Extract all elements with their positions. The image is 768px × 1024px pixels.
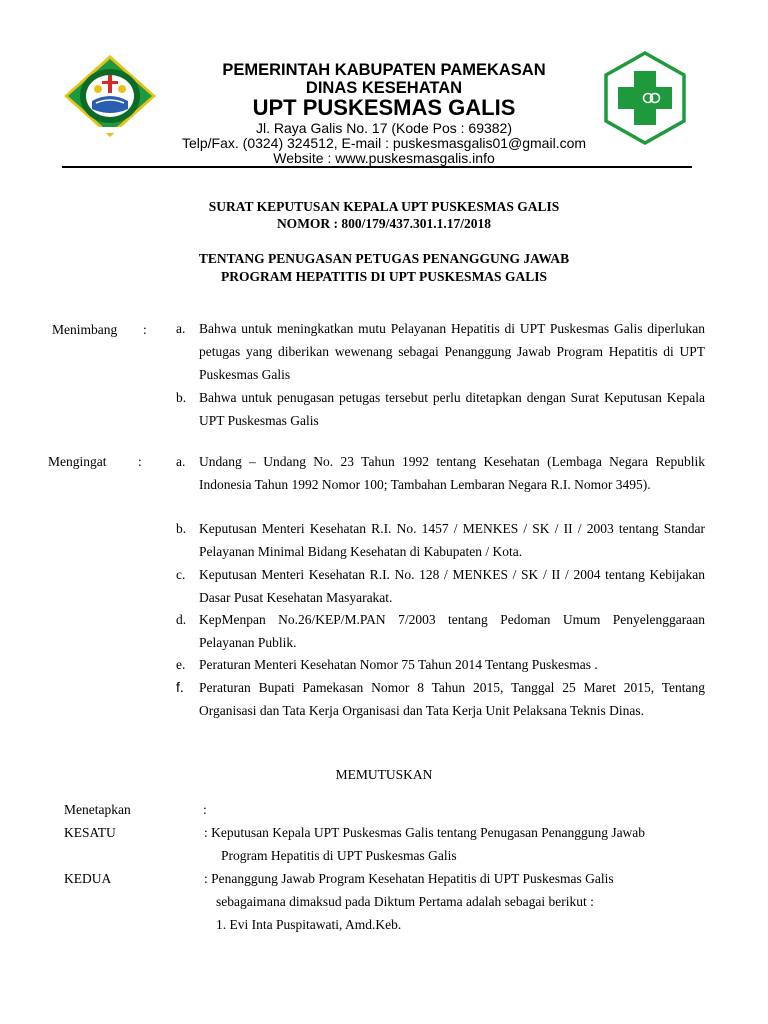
mengingat-label: Mengingat [48,454,107,469]
kedua-line2: sebagaimana dimaksud pada Diktum Pertama adalah sebagai berikut : [216,894,594,909]
mengingat-colon: : [138,454,142,469]
mengingat-a-letter: a. [176,454,186,469]
pamekasan-emblem-icon [62,53,158,139]
header-address: Jl. Raya Galis No. 17 (Kode Pos : 69382) [255,120,513,136]
mengingat-c-text: Keputusan Menteri Kesehatan R.I. No. 128 / MENKES / SK / II / 2004 tentang Kebijakan Dasar Pusat Kesehatan Masyarakat. [199,567,705,606]
kedua-list-item: 1. Evi Inta Puspitawati, Amd.Keb. [216,917,402,932]
mengingat-c-letter: c. [176,567,186,582]
menimbang-colon: : [143,322,147,337]
menimbang-a-text: Bahwa untuk meningkatkan mutu Pelayanan Hepatitis di UPT Puskesmas Galis diperlukan petugas yang diberikan wewenang sebagai Penanggung Jawab Program Hepatitis di UPT Puskesmas Galis [199,321,705,383]
menimbang-b-text: Bahwa untuk penugasan petugas tersebut perlu ditetapkan dengan Surat Keputusan Kepala UPT Puskesmas Galis [199,390,705,429]
mengingat-a-text: Undang – Undang No. 23 Tahun 1992 tentang Kesehatan (Lembaga Negara Republik Indonesia Tahun 1992 Nomor 100; Tambahan Lembaran Negara R.I. Nomor 3495). [199,454,705,493]
kedua-line1: : Penanggung Jawab Program Kesehatan Hepatitis di UPT Puskesmas Galis [204,871,614,886]
kesatu-label: KESATU [64,825,116,840]
mengingat-e-letter: e. [176,657,186,672]
mengingat-d-letter: d. [176,612,187,627]
menetapkan-label: Menetapkan [64,802,131,817]
puskesmas-cross-icon [604,51,686,145]
mengingat-b-letter: b. [176,521,187,536]
header-department: DINAS KESEHATAN [305,79,463,97]
kesatu-line1: : Keputusan Kepala UPT Puskesmas Galis tentang Penugasan Penanggung Jawab [204,825,646,840]
decree-title: SURAT KEPUTUSAN KEPALA UPT PUSKESMAS GALIS [208,199,560,214]
decree-subject-line2: PROGRAM HEPATITIS DI UPT PUSKESMAS GALIS [221,269,547,284]
mengingat-f-letter: f. [176,679,184,695]
menimbang-label: Menimbang [52,322,118,337]
mengingat-f-text: Peraturan Bupati Pamekasan Nomor 8 Tahun 2015, Tanggal 25 Maret 2015, Tentang Organisasi dan Tata Kerja Organisasi dan Tata Kerja Unit Pelaksana Teknis Dinas. [199,680,705,719]
menetapkan-colon: : [203,802,207,817]
decree-number: NOMOR : 800/179/437.301.1.17/2018 [276,216,492,231]
menimbang-a-letter: a. [176,321,186,336]
header-contact: Telp/Fax. (0324) 324512, E-mail : puskesmasgalis01@gmail.com [181,135,587,151]
header-government: PEMERINTAH KABUPATEN PAMEKASAN [222,61,546,79]
mengingat-b-text: Keputusan Menteri Kesehatan R.I. No. 1457 / MENKES / SK / II / 2003 tentang Standar Pelayanan Minimal Bidang Kesehatan di Kabupaten / Kota. [199,521,705,560]
kesatu-line2: Program Hepatitis di UPT Puskesmas Galis [221,848,457,863]
header-institution: UPT PUSKESMAS GALIS [252,95,516,120]
menimbang-b-letter: b. [176,390,187,405]
header-divider [62,166,692,168]
kedua-label: KEDUA [64,871,112,886]
decree-subject-line1: TENTANG PENUGASAN PETUGAS PENANGGUNG JAWAB [198,251,570,266]
mengingat-d-text: KepMenpan No.26/KEP/M.PAN 7/2003 tentang Pedoman Umum Penyelenggaraan Pelayanan Publik. [199,612,705,651]
mengingat-e-text: Peraturan Menteri Kesehatan Nomor 75 Tahun 2014 Tentang Puskesmas . [199,657,598,672]
header-website: Website : www.puskesmasgalis.info [273,150,495,166]
memutuskan-heading: MEMUTUSKAN [335,767,433,782]
